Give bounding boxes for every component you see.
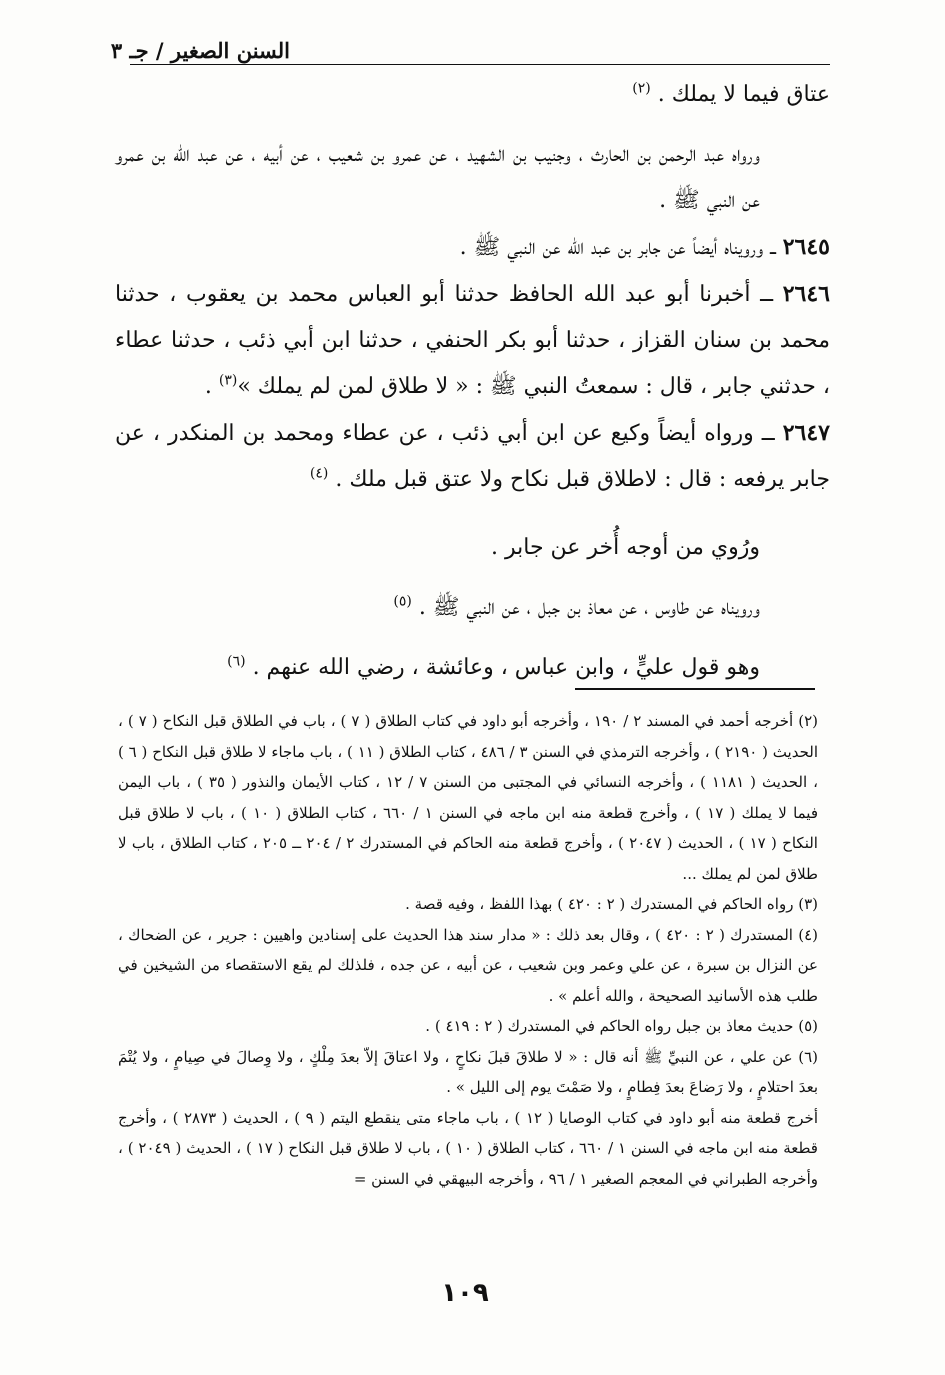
hadith-number-2645: ٢٦٤٥ <box>782 234 830 260</box>
footnote-6: (٦) عن علي ، عن النبيِّ ﷺ أنه قال : « لا طلاقَ قبلَ نكاحٍ ، ولا اعتاقَ إلاّ بعدَ مِلْكٍ ، ولا وِصالَ في صِيامٍ ، ولا يُتْمَ بعدَ احتلامٍ ، ولا رَضاعَ بعدَ فِطامٍ ، ولا صَمْتَ يوم إلى الليل » . <box>118 1047 818 1096</box>
running-header <box>110 38 830 70</box>
paragraph-6: ورُوي من أوجه أُخر عن جابر . <box>491 535 760 560</box>
hadith-2646: ٢٦٤٦ ــ أخبرنا أبو عبد الله الحافظ حدثنا أبو العباس محمد بن يعقوب ، حدثنا محمد بن سنان القزاز ، حدثنا أبو بكر الحنفي ، حدثنا ابن أبي ذئب ، حدثنا عطاء ، حدثني جابر ، قال : سمعتُ النبي ﷺ : « لا طلاق لمن لم يملك »$^{(٣)}$ . <box>115 281 830 399</box>
hadith-number-2646: ٢٦٤٦ <box>782 281 830 307</box>
footnote-ref-6: (٦) <box>227 653 246 670</box>
hadith-number-2647: ٢٦٤٧ <box>782 420 830 446</box>
hadith-2645: ٢٦٤٥ ــ ورويناه أيضاً عن جابر بن عبد الله عن النبي ﷺ . <box>459 234 830 260</box>
header-rule <box>130 64 830 65</box>
footnote-3: (٣) رواه الحاكم في المستدرك ( ٢ : ٤٢٠ ) بهذا اللفظ ، وفيه قصة . <box>405 895 818 913</box>
footnote-5: (٥) حديث معاذ بن جبل رواه الحاكم في المستدرك ( ٢ : ٤١٩ ) . <box>425 1017 818 1035</box>
footnote-ref-2: (٢) <box>632 80 651 97</box>
main-text <box>115 72 830 691</box>
footnotes <box>118 706 818 1194</box>
footnote-2: (٢) أخرجه أحمد في المسند ٢ / ١٩٠ ، وأخرجه أبو داود في كتاب الطلاق ( ٧ ) ، باب في الطلاق قبل النكاح ( ٧ ) ، الحديث ( ٢١٩٠ ) ، وأخرجه الترمذي في السنن ٣ / ٤٨٦ ، كتاب الطلاق ( ١١ ) ، باب ماجاء لا طلاق قبل النكاح ( ٦ ) ، الحديث ( ١١٨١ ) ، وأخرجه النسائي في المجتبى من السنن ٧ / ١٢ ، كتاب الأيمان والنذور ( ٣٥ ) ، باب اليمن فيما لا يملك ( ١٧ ) ، وأخرج قطعة منه ابن ماجه في السنن ١ / ٦٦٠ ، كتاب الطلاق ( ١٠ ) ، باب لا طلاق قبل النكاح ( ١٧ ) ، الحديث ( ٢٠٤٧ ) ، وأخرج قطعة منه الحاكم في المستدرك ٢ / ٢٠٤ ــ ٢٠٥ ، كتاب الطلاق ، باب لا طلاق لمن لم يملك ... <box>118 712 819 883</box>
paragraph-8: وهو قول عليٍّ ، وابن عباس ، وعائشة ، رضي الله عنهم . $^{(٦)}$ <box>227 653 760 680</box>
running-title: السنن الصغير / جـ ٣ <box>110 38 290 63</box>
footnote-6-continued: أخرج قطعة منه أبو داود في كتاب الوصايا ( ١٢ ) ، باب ماجاء متى ينقطع اليتم ( ٩ ) ، الحديث ( ٢٨٧٣ ) ، وأخرج قطعة منه ابن ماجه في السنن ١ / ٦٦٠ ، كتاب الطلاق ( ١٠ ) ، باب لا طلاق قبل النكاح ( ١٧ ) ، الحديث ( ٢٠٤٩ ) ، وأخرجه الطبراني في المعجم الصغير ١ / ٩٦ ، وأخرجه البيهقي في السنن = <box>118 1108 819 1188</box>
footnote-ref-4: (٤) <box>309 465 329 482</box>
page-number: ١٠٩ <box>441 1278 489 1308</box>
footnote-4: (٤) المستدرك ( ٢ : ٤٢٠ ) ، وقال بعد ذلك : « مدار سند هذا الحديث على إسنادين واهيين : جرير ، عن الضحاك ، عن النزال بن سبرة ، عن علي وعمر وبن شعيب ، عن أبيه ، عن جده ، فلذلك لم يقع الاستقصاء من الشيخين في طلب هذه الأسانيد الصحيحة ، والله أعلم » . <box>118 925 818 1005</box>
paragraph-2: ورواه عبد الرحمن بن الحارث ، وجنيب بن الشهيد ، عن عمرو بن شعيب ، عن أبيه ، عن عبد الله بن عمرو عن النبي ﷺ . <box>115 142 760 213</box>
footnote-ref-5: (٥) <box>393 593 412 610</box>
footnote-ref-3: (٣) <box>218 372 238 389</box>
paragraph-7: ورويناه عن طاوس ، عن معاذ بن جبل ، عن النبي ﷺ . $^{(٥)}$ <box>393 593 760 620</box>
hadith-2647: ٢٦٤٧ ــ ورواه أيضاً وكيع عن ابن أبي ذئب ، عن عطاء ومحمد بن المنكدر ، عن جابر يرفعه : قال : لاطلاق قبل نكاح ولا عتق قبل ملك . $^{(٤)}$ <box>115 420 830 492</box>
paragraph-1: عتاق فيما لا يملك . $^{(٢)}$ <box>632 80 830 107</box>
footnote-separator <box>575 688 815 690</box>
